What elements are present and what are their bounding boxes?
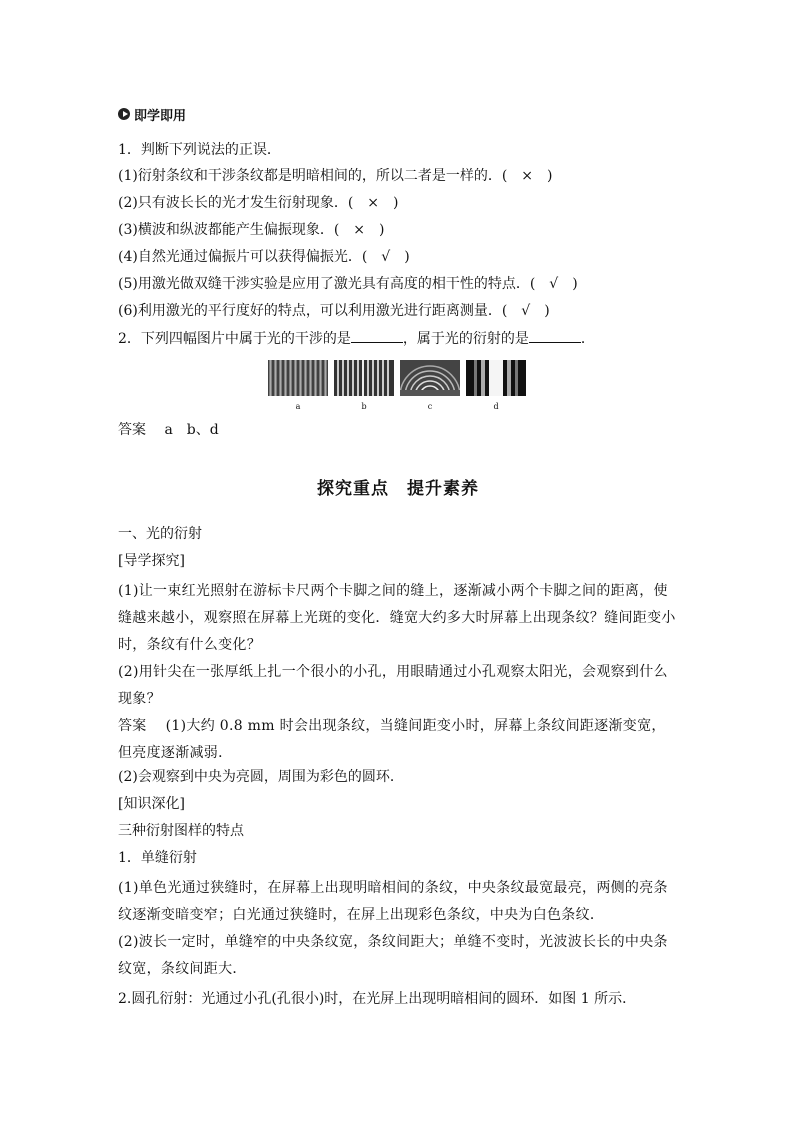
diffraction-fringe-image <box>466 360 526 396</box>
play-circle-icon <box>118 108 130 120</box>
q1-item: (2)只有波长长的光才发生衍射现象．( × ) <box>118 195 399 211</box>
guide-q1: (1)让一束红光照射在游标卡尺两个卡脚之间的缝上，逐渐减小两个卡脚之间的距离，使缝越来越小，观察照在屏幕上光斑的变化．缝宽大约多大时屏幕上出现条纹？缝间距变小时，条纹有什么变化？ <box>118 583 676 653</box>
interference-fringe-image <box>268 360 328 396</box>
q1-item: (1)衍射条纹和干涉条纹都是明暗相间的，所以二者是一样的．( × ) <box>118 168 553 184</box>
guide-q2: (2)用针尖在一张厚纸上扎一个很小的小孔，用眼睛通过小孔观察太阳光，会观察到什么现象？ <box>118 664 668 707</box>
deep-heading: [知识深化] <box>118 796 185 812</box>
figure-label: b <box>361 402 367 411</box>
q2-answer: 答案 a b、d <box>118 422 219 438</box>
q1-item: (5)用激光做双缝干涉实验是应用了激光具有高度的相干性的特点．( √ ) <box>118 276 578 292</box>
ring-pattern-image <box>400 360 460 396</box>
answer-block: 答案 (1)大约 0.8 mm 时会出现条纹，当缝间距变小时，屏幕上条纹间距逐渐变宽，但亮度逐渐减弱． <box>118 718 666 761</box>
hole-line: 2.圆孔衍射：光通过小孔(孔很小)时，在光屏上出现明暗相间的圆环．如图 1 所示． <box>118 991 637 1007</box>
answer-blank <box>529 328 581 343</box>
section-title: 探究重点 提升素养 <box>317 479 479 499</box>
figure-b <box>334 360 394 412</box>
q1-item: (4)自然光通过偏振片可以获得偏振光．( √ ) <box>118 249 410 265</box>
figure-label: d <box>493 402 499 411</box>
section-label: 即学即用 <box>118 104 186 124</box>
s1-heading: 一、光的衍射 <box>118 526 202 542</box>
answer-blank <box>351 328 403 343</box>
guide-heading: [导学探究] <box>118 553 185 569</box>
q1-item: (3)横波和纵波都能产生偏振现象．( × ) <box>118 222 385 238</box>
single-p1: (1)单色光通过狭缝时，在屏幕上出现明暗相间的条纹，中央条纹最宽最亮，两侧的亮条纹逐渐变暗变窄；白光通过狭缝时，在屏上出现彩色条纹，中央为白色条纹． <box>118 880 668 923</box>
single-title: 1．单缝衍射 <box>118 850 197 866</box>
q1-item: (6)利用激光的平行度好的特点，可以利用激光进行距离测量．( √ ) <box>118 303 550 319</box>
fringe-image <box>334 360 394 396</box>
figure-c <box>400 360 460 412</box>
deep-sub: 三种衍射图样的特点 <box>118 823 244 839</box>
figure-label: a <box>295 402 301 411</box>
figure-row <box>268 360 532 412</box>
figure-label: c <box>427 402 433 411</box>
single-p2: (2)波长一定时，单缝窄的中央条纹宽，条纹间距大；单缝不变时，光波波长长的中央条纹宽，条纹间距大． <box>118 934 668 977</box>
q2-stem: 2．下列四幅图片中属于光的干涉的是 ，属于光的衍射的是 ． <box>118 328 595 349</box>
figure-a <box>268 360 328 412</box>
figure-d <box>466 360 526 412</box>
q1-stem: 1．判断下列说法的正误． <box>118 142 281 158</box>
answer-part2: (2)会观察到中央为亮圆，周围为彩色的圆环． <box>118 769 404 785</box>
